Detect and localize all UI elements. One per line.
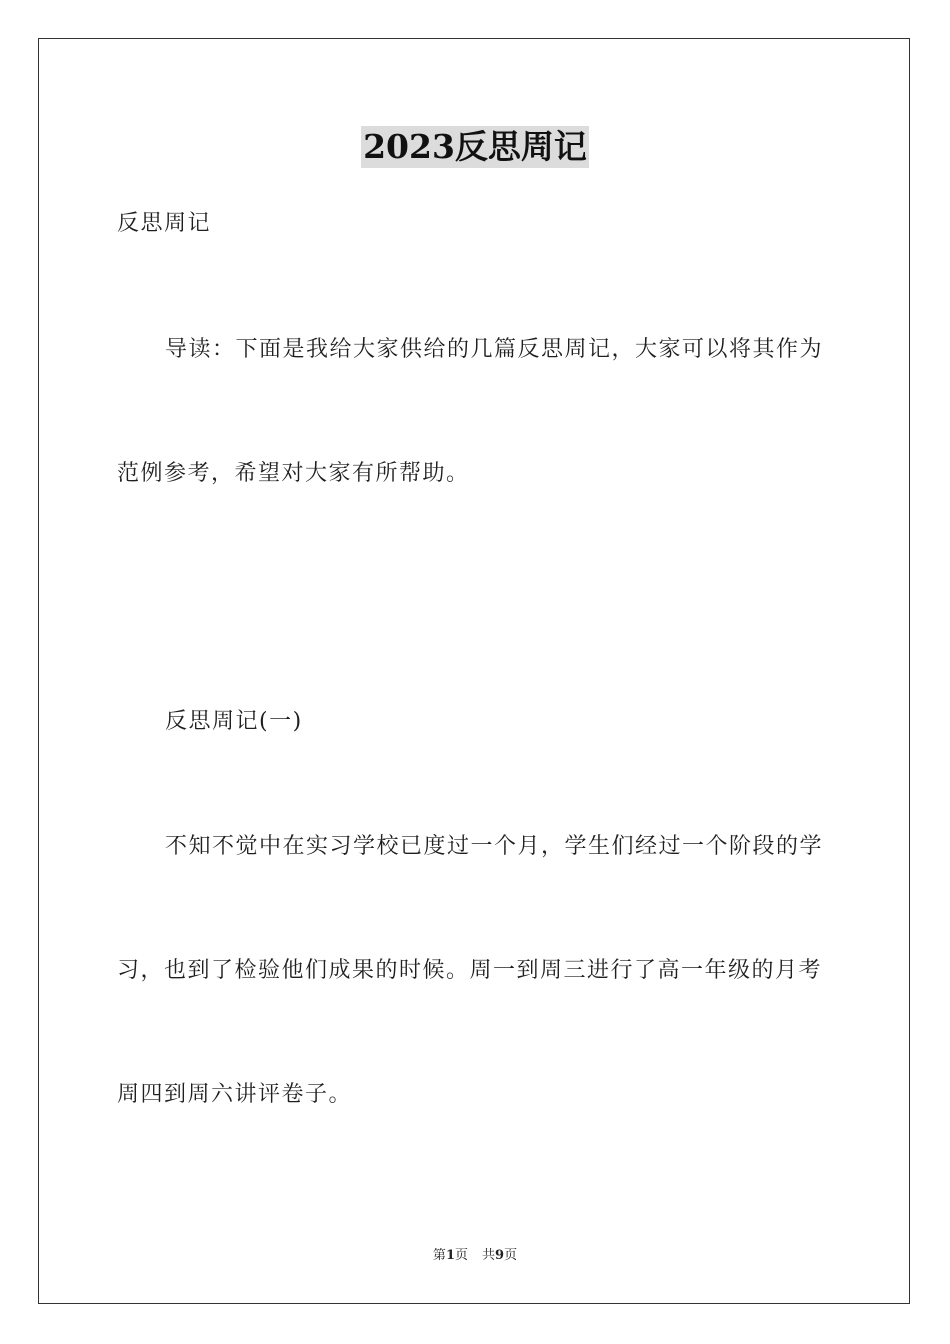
footer-total-prefix: 共 [482, 1248, 496, 1263]
title-container [0, 126, 950, 168]
paragraph-intro-line-1: 导读：下面是我给大家供给的几篇反思周记，大家可以将其作为 [165, 337, 824, 362]
paragraph-body-line-1: 不知不觉中在实习学校已度过一个月，学生们经过一个阶段的学 [165, 834, 824, 859]
document-subtitle: 反思周记 [117, 211, 212, 236]
footer-page-suffix: 页 [454, 1248, 468, 1263]
paragraph-intro-line-2: 范例参考，希望对大家有所帮助。 [117, 461, 470, 486]
section-heading: 反思周记(一) [165, 709, 303, 734]
footer-current-page: 1 [445, 1248, 455, 1263]
page-footer [0, 1246, 950, 1266]
paragraph-body-line-2: 习，也到了检验他们成果的时候。周一到周三进行了高一年级的月考 [117, 958, 823, 983]
paragraph-body-line-3: 周四到周六讲评卷子。 [117, 1082, 353, 1107]
footer-total-pages: 9 [495, 1248, 505, 1263]
footer-total-suffix: 页 [504, 1248, 518, 1263]
document-title: 2023反思周记 [363, 127, 587, 166]
footer-page-prefix: 第 [432, 1248, 446, 1263]
